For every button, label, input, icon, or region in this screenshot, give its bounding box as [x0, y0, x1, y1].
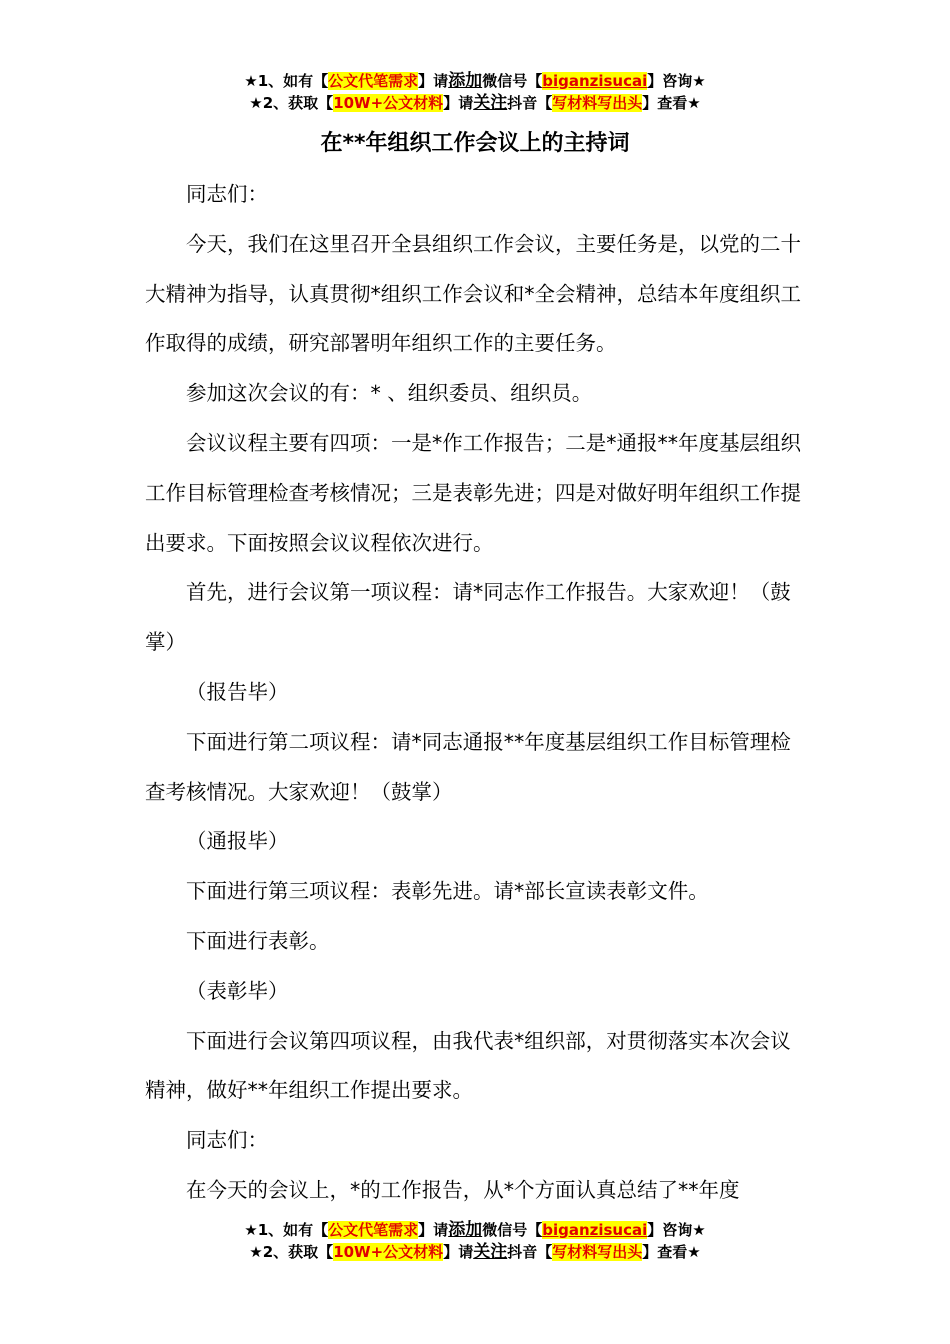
promo-line-1 [0, 1219, 950, 1241]
promo-highlight: 10W+公文材料 [333, 1243, 444, 1261]
promo-text: 】查看★ [642, 1243, 701, 1261]
promo-banner-bottom [0, 1219, 950, 1263]
paragraph: 在今天的会议上，*的工作报告，从*个方面认真总结了**年度 [186, 1177, 740, 1202]
paragraph: （报告毕） [186, 679, 289, 704]
paragraph: 今天，我们在这里召开全县组织工作会议，主要任务是，以党的二十大精神为指导，认真贯彻*组织工作会议和*全会精神，总结本年度组织工作取得的成绩，研究部署明年组织工作的主要任务。 [145, 231, 801, 356]
paragraph: 会议议程主要有四项：一是*作工作报告；二是*通报**年度基层组织工作目标管理检查考核情况；三是表彰先进；四是对做好明年组织工作提出要求。下面按照会议议程依次进行。 [145, 430, 801, 555]
promo-text: 】查看★ [642, 94, 701, 112]
promo-text: ★1、如有【 [244, 1221, 329, 1239]
promo-text: ★1、如有【 [244, 72, 329, 90]
promo-highlight: 公文代笔需求 [328, 72, 419, 90]
paragraph: 同志们： [186, 1128, 268, 1153]
promo-text: 】咨询★ [647, 1221, 706, 1239]
wechat-id-link[interactable]: biganzisucai [542, 1221, 648, 1239]
promo-emphasis: 关注 [473, 93, 508, 113]
promo-line-2 [0, 1241, 950, 1263]
promo-text: 】请 [443, 94, 474, 112]
promo-emphasis: 添加 [448, 71, 483, 91]
promo-line-1 [0, 70, 950, 92]
promo-line-2 [0, 92, 950, 114]
document-title: 在**年组织工作会议上的主持词 [320, 131, 630, 156]
promo-highlight: 写材料写出头 [552, 1243, 643, 1261]
promo-text: 抖音【 [507, 94, 553, 112]
promo-text: ★2、获取【 [249, 1243, 334, 1261]
paragraph: 参加这次会议的有：* 、组织委员、组织员。 [186, 381, 593, 406]
promo-highlight: 公文代笔需求 [328, 1221, 419, 1239]
paragraph: 首先，进行会议第一项议程：请*同志作工作报告。大家欢迎！（鼓掌） [145, 580, 791, 655]
promo-text: 】请 [443, 1243, 474, 1261]
paragraph: （通报毕） [186, 829, 289, 854]
promo-emphasis: 添加 [448, 1220, 483, 1240]
promo-text: 】请 [418, 1221, 449, 1239]
paragraph: 下面进行表彰。 [186, 928, 330, 953]
paragraph: （表彰毕） [186, 978, 289, 1003]
promo-highlight: 10W+公文材料 [333, 94, 444, 112]
paragraph: 下面进行第二项议程：请*同志通报**年度基层组织工作目标管理检查考核情况。大家欢迎！（鼓掌） [145, 729, 791, 804]
paragraph: 同志们： [186, 182, 268, 206]
promo-text: 】咨询★ [647, 72, 706, 90]
paragraph: 下面进行会议第四项议程，由我代表*组织部，对贯彻落实本次会议精神，做好**年组织工作提出要求。 [145, 1028, 791, 1103]
promo-text: 微信号【 [482, 1221, 543, 1239]
promo-text: 微信号【 [482, 72, 543, 90]
promo-text: 】请 [418, 72, 449, 90]
paragraph: 下面进行第三项议程：表彰先进。请*部长宣读表彰文件。 [186, 879, 709, 904]
promo-emphasis: 关注 [473, 1242, 508, 1262]
document-body [145, 170, 810, 1216]
wechat-id-link[interactable]: biganzisucai [542, 72, 648, 90]
promo-text: ★2、获取【 [249, 94, 334, 112]
promo-highlight: 写材料写出头 [552, 94, 643, 112]
promo-banner-top [0, 70, 950, 114]
promo-text: 抖音【 [507, 1243, 553, 1261]
